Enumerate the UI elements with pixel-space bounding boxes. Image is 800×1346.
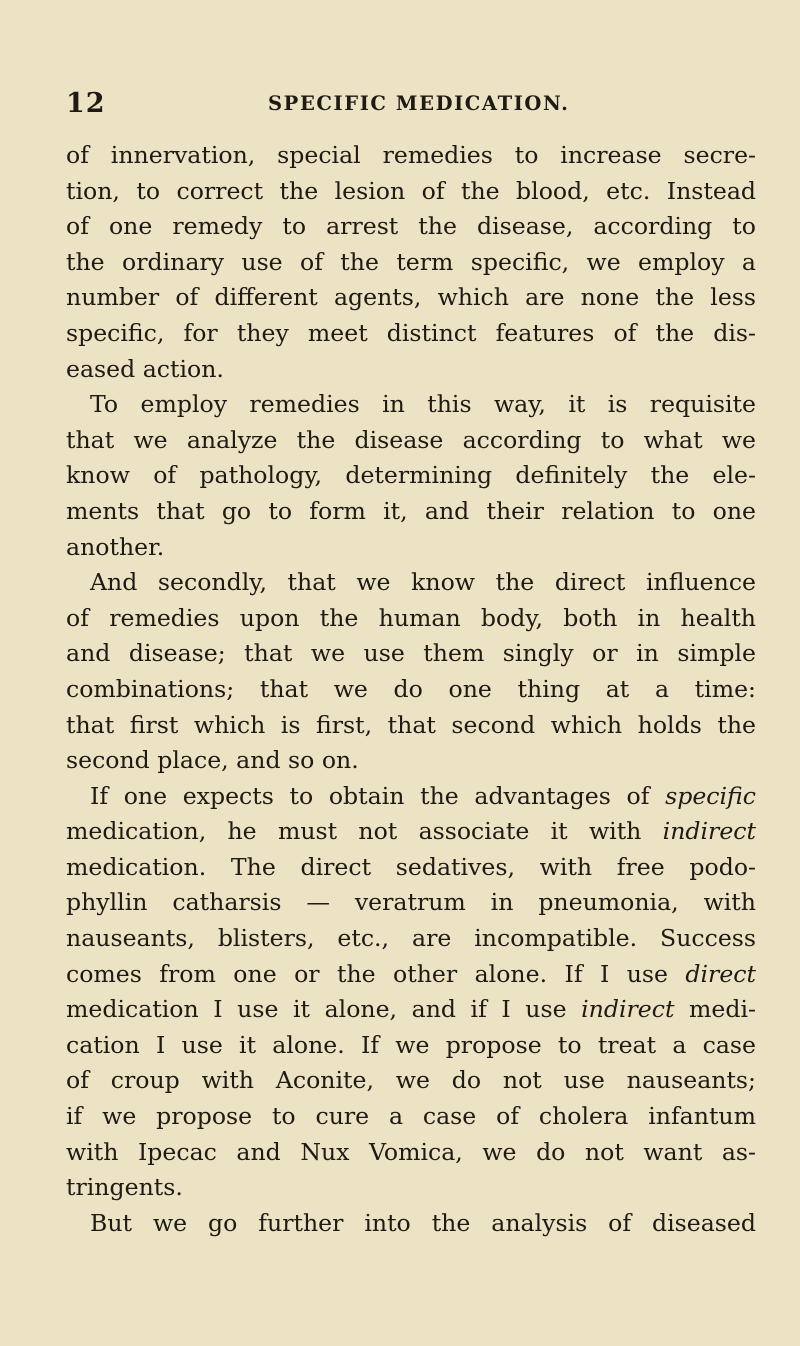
text-line: nauseants, blisters, etc., are incompatible. Success [66,924,756,953]
text-line: that we analyze the disease according to what we [66,425,756,454]
text-segment: comes from one or the other alone. If I use [66,959,686,988]
text-line: another. [66,532,165,561]
text-segment: If one expects to obtain the advantages of [90,781,666,810]
text-line: medication. The direct sedatives, with free podo- [66,852,756,881]
text-line: tringents. [66,1173,183,1202]
text-line: and disease; that we use them singly or in simple [66,639,756,668]
text-line [66,992,756,1028]
text-line: of one remedy to arrest the disease, according to [66,212,756,241]
text-line: And secondly, that we know the direct influence [90,568,756,597]
body-text [66,138,756,1241]
text-line: But we go further into the analysis of diseased [90,1208,756,1237]
text-line: second place, and so on. [66,746,359,775]
text-line: know of pathology, determining definitely the ele- [66,461,756,490]
text-line: cation I use it alone. If we propose to treat a case [66,1030,756,1059]
text-line: ments that go to form it, and their relation to one [66,496,756,525]
text-segment: medi- [674,995,756,1024]
page-header [66,88,756,122]
text-line: of remedies upon the human body, both in health [66,603,756,632]
italic-term: direct [685,959,756,988]
text-line [66,779,756,815]
text-line: of croup with Aconite, we do not use nauseants; [66,1066,756,1095]
text-line: of innervation, special remedies to increase secre- [66,141,756,169]
text-line [66,957,756,993]
text-line: phyllin catharsis — veratrum in pneumonia, with [66,888,756,917]
text-line: the ordinary use of the term specific, we employ a [66,247,756,276]
text-line: tion, to correct the lesion of the blood, etc. Instead [66,176,756,205]
page-number: 12 [66,88,106,119]
italic-term: indirect [581,995,675,1024]
running-head: SPECIFIC MEDICATION. [268,92,570,115]
text-line: specific, for they meet distinct features of the dis- [66,318,756,347]
text-line: eased action. [66,354,224,383]
text-line: with Ipecac and Nux Vomica, we do not want as- [66,1137,756,1166]
text-segment: medication I use it alone, and if I use [66,995,582,1024]
italic-term: indirect [662,817,756,846]
text-line [66,814,756,850]
text-line: number of different agents, which are none the less [66,283,756,312]
text-line: combinations; that we do one thing at a time: [66,674,756,703]
italic-term: specific [665,781,756,810]
text-line: if we propose to cure a case of cholera infantum [66,1102,756,1131]
text-line: that first which is first, that second which holds the [66,710,756,739]
text-line: To employ remedies in this way, it is requisite [90,390,756,419]
text-segment: medication, he must not associate it with [66,817,663,846]
